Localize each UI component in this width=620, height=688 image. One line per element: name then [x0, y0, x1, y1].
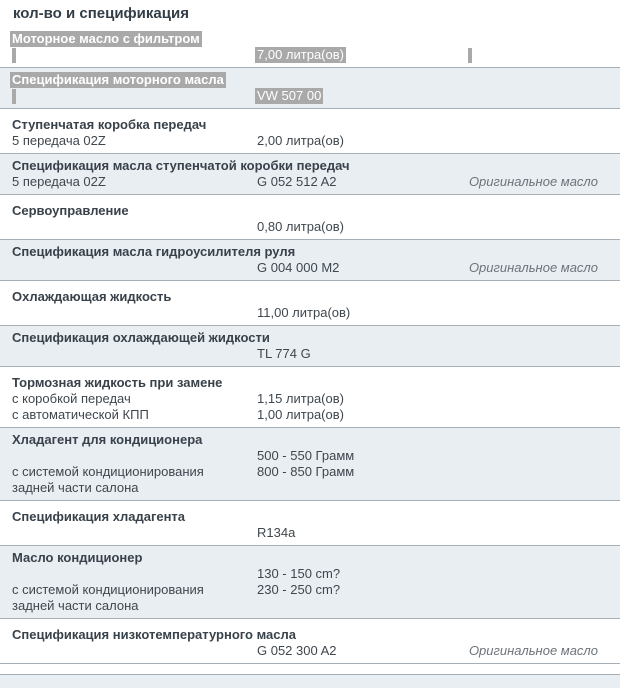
row-value-text: 0,80 литра(ов) [257, 219, 344, 234]
spec-row [0, 566, 620, 582]
row-value [257, 391, 620, 407]
section-title-text: Хладагент для кондиционера [12, 432, 203, 447]
spec-row [0, 219, 620, 235]
row-value [257, 47, 620, 63]
row-value [257, 525, 620, 541]
section-title [0, 375, 620, 391]
spec-section [0, 546, 620, 619]
spec-row [0, 133, 620, 149]
spec-row [0, 448, 620, 464]
row-value-text: G 052 512 A2 [257, 174, 337, 189]
spec-row [0, 464, 620, 496]
row-value-text: 130 - 150 cm? [257, 566, 341, 581]
row-value-text: 230 - 250 cm? [257, 582, 341, 597]
row-value [257, 219, 620, 235]
spec-section [0, 619, 620, 664]
row-label [12, 260, 257, 276]
section-title-text: Спецификация низкотемпературного масла [12, 627, 296, 642]
spec-row [0, 174, 620, 190]
section-title [0, 550, 620, 566]
spec-section [0, 109, 620, 154]
row-note: Оригинальное масло [468, 260, 598, 275]
page-title: кол-во и спецификация [13, 5, 189, 22]
spec-row [0, 391, 620, 407]
section-title-text: Спецификация моторного масла [12, 72, 224, 87]
row-label [12, 346, 257, 362]
spec-row [0, 47, 620, 63]
section-title [0, 509, 620, 525]
section-title-text: Спецификация масла ступенчатой коробки передач [12, 158, 350, 173]
row-value [257, 448, 620, 464]
section-title-text: Моторное масло с фильтром [12, 31, 200, 46]
section-title [0, 432, 620, 448]
row-label [12, 219, 257, 235]
row-value-text: 800 - 850 Грамм [257, 464, 355, 479]
spec-row [0, 305, 620, 321]
row-note: Оригинальное масло [468, 643, 598, 658]
row-label: с системой кондиционирования задней части салона [12, 582, 204, 613]
section-title-text: Сервоуправление [12, 203, 129, 218]
section-title [0, 117, 620, 133]
row-value [257, 88, 620, 104]
selection-caret-left [12, 48, 16, 63]
spec-row [0, 346, 620, 362]
selection-caret-right [468, 48, 472, 63]
spec-section [0, 154, 620, 195]
spec-row [0, 88, 620, 104]
row-label: с системой кондиционирования задней части салона [12, 464, 204, 495]
spec-table [0, 29, 620, 664]
row-value [257, 582, 620, 614]
section-title-text: Спецификация хладагента [12, 509, 186, 524]
row-label [12, 525, 257, 541]
row-label [12, 47, 257, 63]
spec-section [0, 501, 620, 546]
row-value [257, 566, 620, 582]
section-title [0, 244, 620, 260]
spec-row [0, 525, 620, 541]
section-title [0, 158, 620, 174]
section-title [0, 289, 620, 305]
row-label [12, 305, 257, 321]
row-value-text: 7,00 литра(ов) [257, 47, 344, 62]
spec-section [0, 29, 620, 68]
section-title [0, 31, 620, 47]
row-value [257, 464, 620, 496]
row-label: 5 передача 02Z [12, 133, 106, 148]
section-title-text: Охлаждающая жидкость [12, 289, 172, 304]
section-title [0, 72, 620, 88]
spec-row [0, 643, 620, 659]
section-title [0, 627, 620, 643]
section-title-text: Масло кондиционер [12, 550, 143, 565]
row-value-text: 11,00 литра(ов) [257, 305, 351, 320]
next-section-partial [0, 674, 620, 688]
spec-section [0, 367, 620, 428]
row-label [12, 88, 257, 104]
spec-section [0, 281, 620, 326]
spec-section [0, 326, 620, 367]
section-title [0, 203, 620, 219]
row-label [12, 448, 257, 464]
spec-section [0, 195, 620, 240]
spec-row [0, 260, 620, 276]
spec-row [0, 407, 620, 423]
row-value [257, 407, 620, 423]
section-title-text: Спецификация масла гидроусилителя руля [12, 244, 296, 259]
row-value [257, 133, 620, 149]
section-title-text: Ступенчатая коробка передач [12, 117, 207, 132]
row-value-text: R134a [257, 525, 296, 540]
spec-section [0, 428, 620, 501]
row-label [12, 643, 257, 659]
row-value-text: G 004 000 M2 [257, 260, 340, 275]
row-value-text: VW 507 00 [257, 88, 322, 103]
row-label: 5 передача 02Z [12, 174, 106, 189]
row-value-text: TL 774 G [257, 346, 311, 361]
row-label [12, 566, 257, 582]
row-label: с автоматической КПП [12, 407, 149, 422]
row-value-text: 2,00 литра(ов) [257, 133, 344, 148]
selection-caret-left [12, 89, 16, 104]
row-value-text: 1,00 литра(ов) [257, 407, 344, 422]
spec-row [0, 582, 620, 614]
section-title-text: Тормозная жидкость при замене [12, 375, 223, 390]
spec-section [0, 240, 620, 281]
section-title [0, 330, 620, 346]
row-value-text: G 052 300 A2 [257, 643, 337, 658]
row-value [257, 305, 620, 321]
spec-section [0, 68, 620, 109]
row-label: с коробкой передач [12, 391, 131, 406]
row-note: Оригинальное масло [468, 174, 598, 189]
section-title-text: Спецификация охлаждающей жидкости [12, 330, 270, 345]
row-value [257, 346, 620, 362]
row-value-text: 1,15 литра(ов) [257, 391, 344, 406]
row-value-text: 500 - 550 Грамм [257, 448, 355, 463]
